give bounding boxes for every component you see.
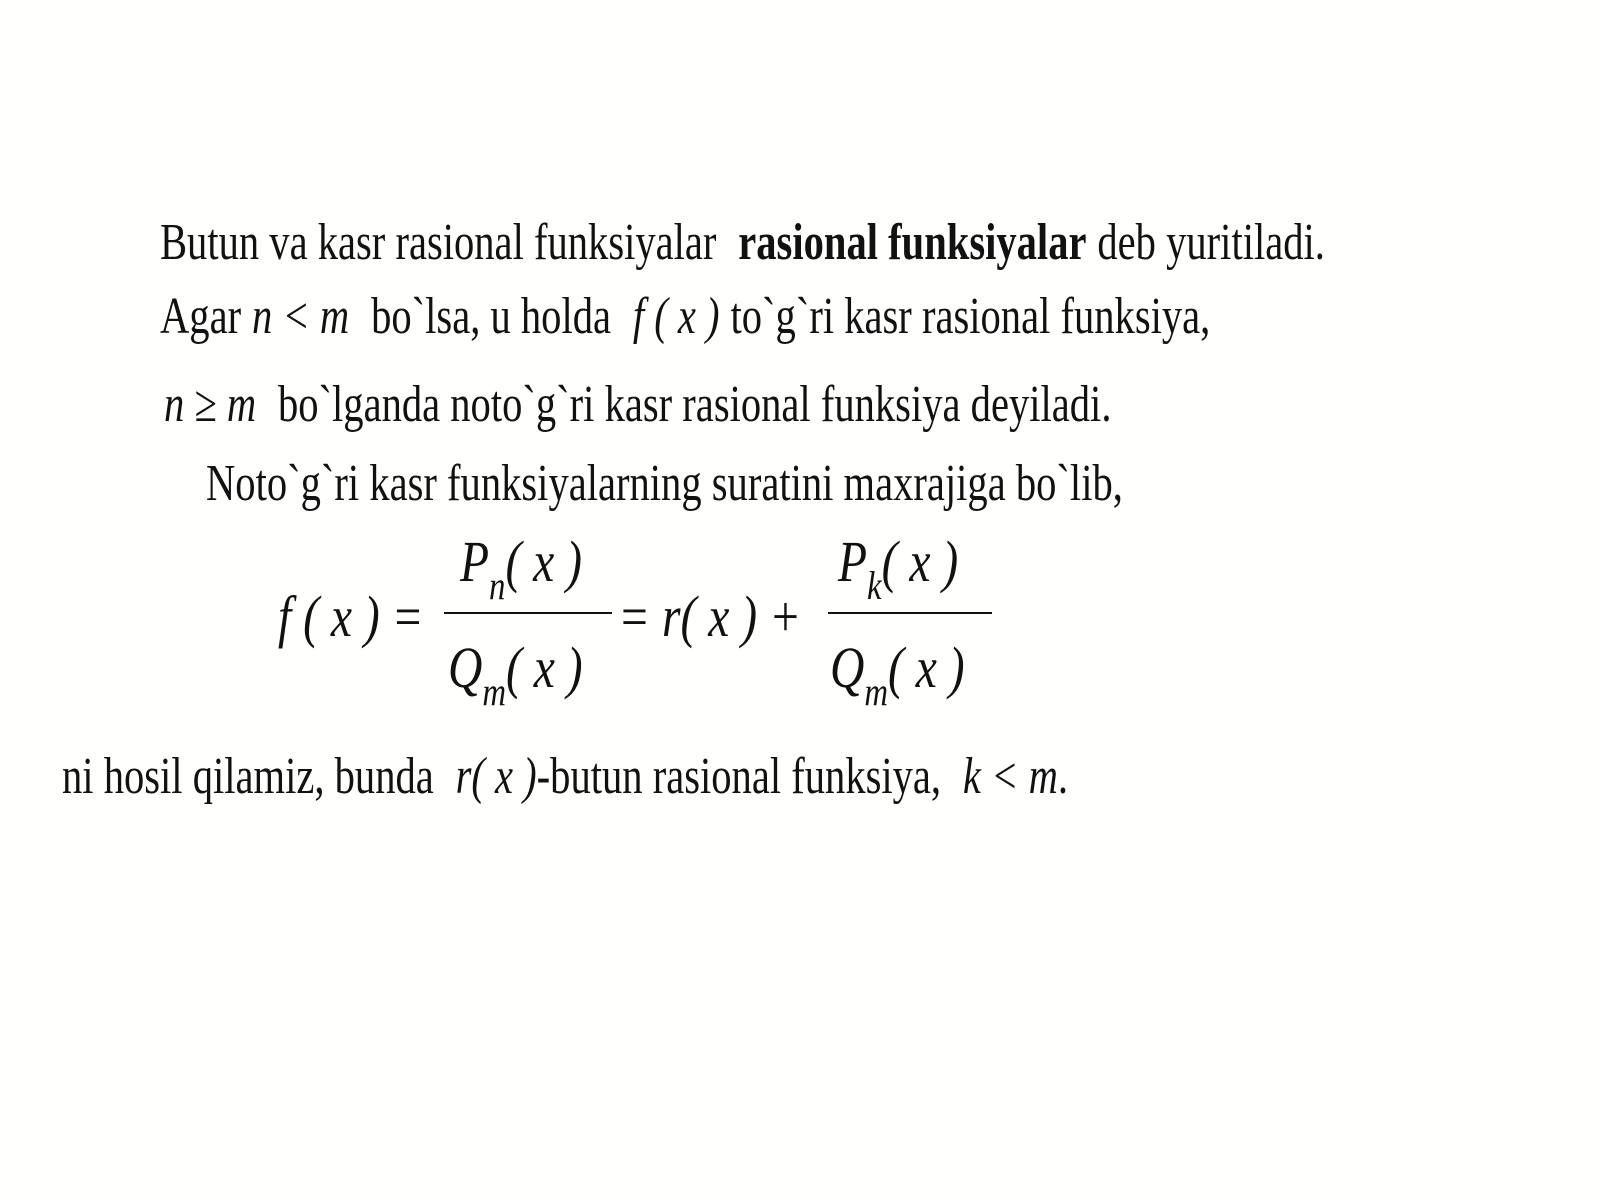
numerator-argument: ( x ) [881,529,959,594]
text-segment: Noto`g`ri kasr funksiyalarning suratini maxrajiga bo`lib, [206,455,1123,512]
numerator-subscript: n [489,563,506,608]
denominator-symbol: Q [448,635,483,700]
formula-lhs [278,583,424,650]
numerator-subscript: k [867,563,882,608]
denominator-symbol: Q [830,635,865,700]
text-segment: ni hosil qilamiz, bunda [62,748,434,805]
paragraph-line-1 [160,213,1325,273]
numerator-argument: ( x ) [505,529,583,594]
formula-middle [618,583,801,650]
inline-math: n ≥ m [164,376,257,433]
denominator-subscript: m [864,669,889,714]
paragraph-line-2 [160,287,1210,347]
fraction-bar-1 [444,612,612,614]
text-segment: to`g`ri kasr rasional funksiya, [730,288,1211,345]
text-segment: . [1057,748,1069,805]
fraction-bar-2 [828,612,992,614]
formula-lhs-text: f ( x ) = [278,584,424,649]
formula-middle-text: = r( x ) + [618,584,802,649]
text-segment: -butun rasional funksiya, [536,748,942,805]
paragraph-line-4 [206,454,1123,514]
display-formula [278,528,1038,728]
formula-denominator-1 [448,634,583,714]
text-segment: Butun va kasr rasional funksiyalar [160,214,717,271]
formula-denominator-2 [830,634,965,714]
inline-math: k < m [962,748,1058,805]
inline-math: f ( x ) [632,288,720,345]
text-segment: bo`lsa, u holda [371,288,612,345]
inline-math: n < m [252,288,350,345]
formula-numerator-1 [460,528,583,608]
numerator-symbol: P [838,529,868,594]
denominator-argument: ( x ) [888,635,965,700]
numerator-symbol: P [460,529,490,594]
formula-numerator-2 [838,528,959,608]
text-segment: Agar [160,288,242,345]
text-segment: bo`lganda noto`g`ri kasr rasional funksiya deyiladi. [277,376,1112,433]
denominator-subscript: m [482,669,507,714]
paragraph-line-3 [164,375,1111,435]
denominator-argument: ( x ) [506,635,583,700]
bold-term: rasional funksiyalar [738,214,1087,271]
inline-math: r( x ) [455,748,537,805]
paragraph-line-6 [62,747,1068,807]
text-segment: deb yuritiladi. [1097,214,1325,271]
